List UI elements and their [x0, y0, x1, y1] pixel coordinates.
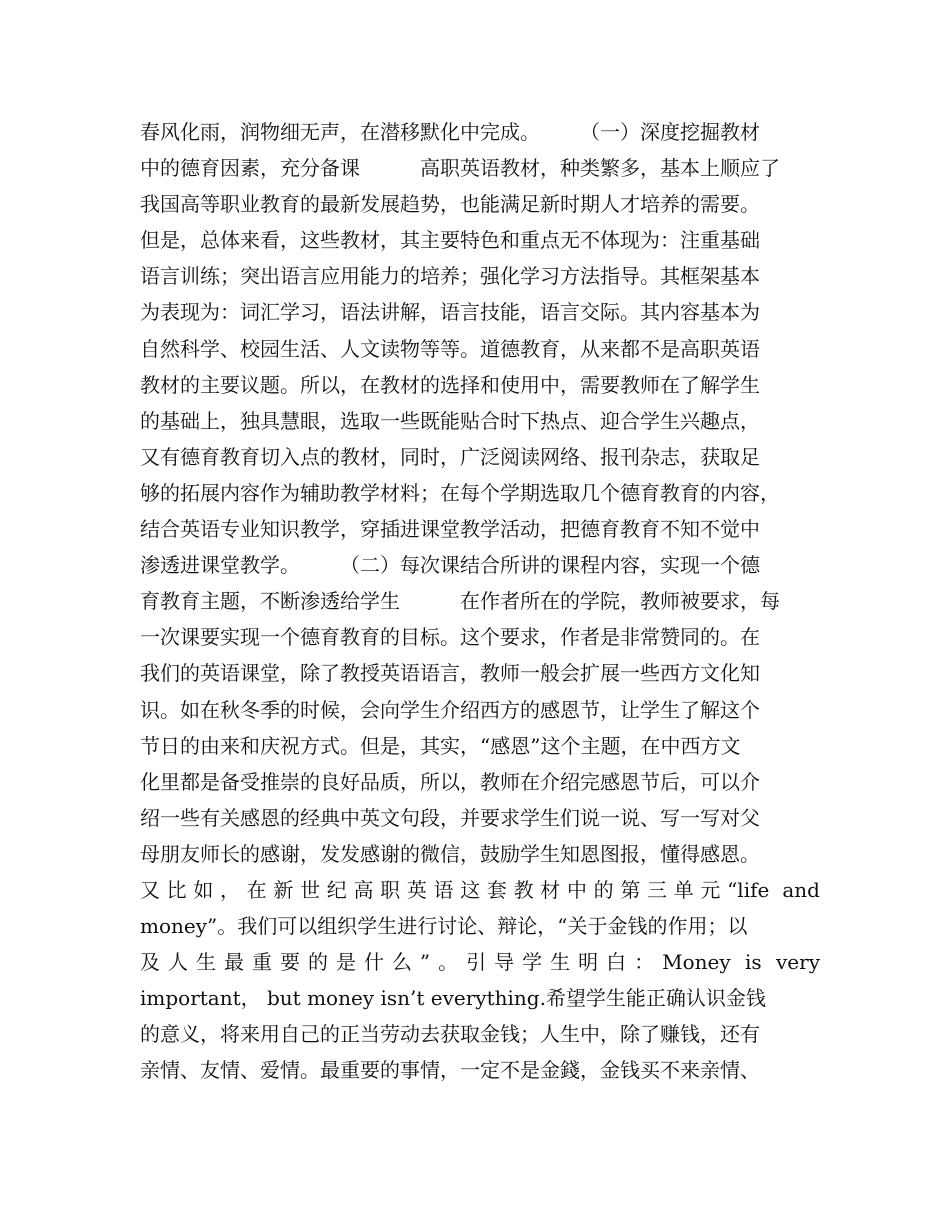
text-line: 语言训练；突出语言应用能力的培养；强化学习方法指导。其框架基本 — [140, 264, 760, 289]
text-line: 的意义，将来用自己的正当劳动去获取金钱；人生中，除了赚钱，还有 — [140, 1022, 760, 1047]
text-line: 中的德育因素，充分备课 高职英语教材，种类繁多，基本上顺应了 — [140, 156, 780, 181]
text-line: 够的拓展内容作为辅助教学材料；在每个学期选取几个德育教育的内容， — [140, 480, 780, 505]
text-line: 节日的由来和庆祝方式。但是，其实，“感恩”这个主题，在中西方文 — [140, 733, 741, 758]
text-line: 我国高等职业教育的最新发展趋势，也能满足新时期人才培养的需要。 — [140, 192, 760, 217]
text-line: 又有德育教育切入点的教材，同时，广泛阅读网络、报刊杂志，获取足 — [140, 444, 760, 469]
text-line: 结合英语专业知识教学，穿插进课堂教学活动，把德育教育不知不觉中 — [140, 517, 760, 542]
text-line: 化里都是备受推崇的良好品质，所以，教师在介绍完感恩节后，可以介 — [140, 769, 760, 794]
text-line: important， but money isn’t everything.希望学生能正确认识金钱 — [140, 986, 766, 1011]
body-text — [140, 114, 820, 1089]
text-line: 春风化雨，润物细无声，在潜移默化中完成。 （一）深度挖掘教材 — [140, 120, 760, 144]
text-line: 我们的英语课堂，除了教授英语语言，教师一般会扩展一些西方文化知 — [140, 661, 760, 686]
text-line: 绍一些有关感恩的经典中英文句段，并要求学生们说一说、写一写对父 — [140, 805, 760, 830]
text-line: 教材的主要议题。所以，在教材的选择和使用中，需要教师在了解学生 — [140, 372, 760, 397]
text-line: 亲情、友情、爱情。最重要的事情，一定不是金錢，金钱买不来亲情、 — [140, 1058, 760, 1083]
text-line: 识。如在秋冬季的时候，会向学生介绍西方的感恩节，让学生了解这个 — [140, 697, 760, 722]
text-line: 及人生最重要的是什么”。引导学生明白：Money is very — [140, 950, 820, 975]
text-line: money”。我们可以组织学生进行讨论、辩论，“关于金钱的作用；以 — [140, 914, 748, 939]
text-line: 渗透进课堂教学。 （二）每次课结合所讲的课程内容，实现一个德 — [140, 553, 760, 578]
text-line: 又比如，在新世纪高职英语这套教材中的第三单元“life and — [140, 877, 820, 902]
text-line: 一次课要实现一个德育教育的目标。这个要求，作者是非常赞同的。在 — [140, 625, 760, 650]
text-line: 母朋友师长的感谢，发发感谢的微信，鼓励学生知恩图报，懂得感恩。 — [140, 841, 760, 866]
text-line: 自然科学、校园生活、人文读物等等。道德教育，从来都不是高职英语 — [140, 336, 760, 361]
text-line: 的基础上，独具慧眼，选取一些既能贴合时下热点、迎合学生兴趣点， — [140, 408, 760, 433]
text-line: 育教育主题，不断渗透给学生 在作者所在的学院，教师被要求，每 — [140, 589, 780, 614]
text-line: 但是，总体来看，这些教材，其主要特色和重点无不体现为：注重基础 — [140, 228, 760, 253]
text-line: 为表现为：词汇学习，语法讲解，语言技能，语言交际。其内容基本为 — [140, 300, 760, 325]
